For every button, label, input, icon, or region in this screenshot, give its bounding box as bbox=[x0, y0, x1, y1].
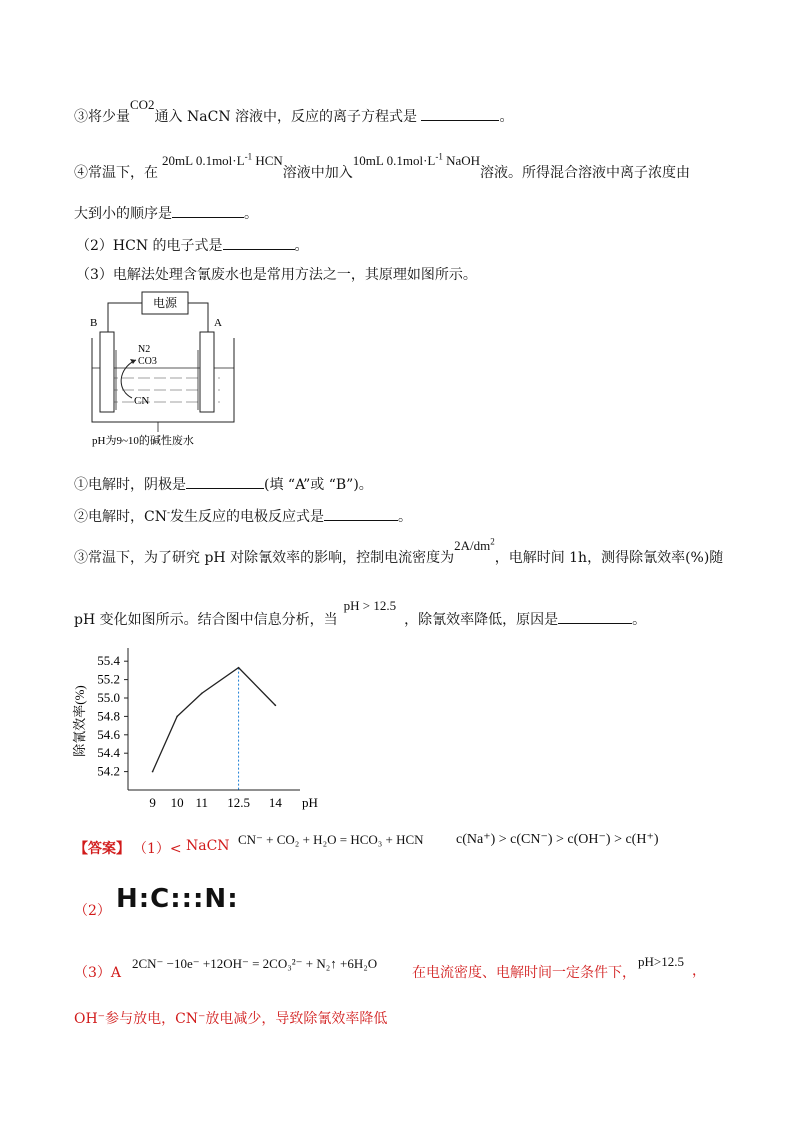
x-tick-label: 12.5 bbox=[227, 795, 250, 810]
gas-label-co3: CO3 bbox=[138, 356, 157, 367]
question-2 bbox=[76, 235, 309, 255]
q3-2-sup: - bbox=[166, 508, 171, 519]
q3-1-hint: (填 “A”或 “B”)。 bbox=[264, 477, 373, 493]
electrode-label-b: B bbox=[90, 317, 98, 329]
unit1: -1 bbox=[244, 151, 253, 162]
q3-3-prefix: ③常温下，为了研究 pH 对除氰效率的影响，控制电流密度为 bbox=[74, 550, 455, 566]
electrode-b bbox=[100, 332, 114, 412]
y-tick-label: 54.2 bbox=[97, 763, 120, 779]
removal-efficiency-chart bbox=[60, 640, 318, 820]
answer-part1: （1）< bbox=[133, 841, 182, 857]
q1-4-end: 。 bbox=[244, 206, 258, 222]
x-tick-label: 9 bbox=[149, 795, 156, 810]
y-tick-label: 54.4 bbox=[97, 745, 120, 761]
diagram-caption: pH为9~10的碱性废水 bbox=[92, 435, 194, 447]
co2-formula: CO2 bbox=[130, 97, 155, 112]
y-tick-label: 54.6 bbox=[97, 726, 120, 742]
question-3-3-line2 bbox=[74, 598, 647, 629]
electrolysis-diagram bbox=[86, 290, 246, 450]
reaction-arrow bbox=[121, 360, 136, 398]
answer-reason-2: OH⁻参与放电，CN⁻放电减少，导致除氰效率降低 bbox=[74, 1011, 388, 1027]
q1-3-prefix: ③将少量 bbox=[74, 109, 130, 125]
answer-label: 【答案】 bbox=[74, 841, 130, 857]
answer-part2: （2） bbox=[74, 903, 111, 919]
q2-end: 。 bbox=[294, 238, 309, 254]
data-point bbox=[152, 771, 154, 773]
power-label: 电源 bbox=[152, 296, 178, 310]
ion-label-cn: CN bbox=[134, 395, 150, 407]
question-1-4-line2 bbox=[74, 203, 258, 223]
answer-equation-1: CN⁻ + CO₂ + H₂O = HCO₃ + HCN bbox=[238, 832, 424, 847]
question-3-1 bbox=[74, 474, 373, 494]
q3-1-text: ①电解时，阴极是 bbox=[74, 477, 186, 493]
naoh-solution bbox=[353, 153, 480, 168]
current-value: 2A/dm bbox=[454, 538, 491, 553]
spec2: NaOH bbox=[442, 153, 481, 168]
q1-3-end: 。 bbox=[499, 109, 514, 125]
q1-4-suffix: 溶液。所得混合溶液中离子浓度由 bbox=[480, 165, 691, 181]
answer-ion-order: c(Na⁺) > c(CN⁻) > c(OH⁻) > c(H⁺) bbox=[456, 832, 659, 847]
electron-formula: H:C:::N: bbox=[116, 884, 239, 914]
q3-2-suffix: 发生反应的电极反应式是 bbox=[170, 509, 325, 525]
vol1: 20mL 0.1mol·L bbox=[162, 153, 245, 168]
q1-4-mid: 溶液中加入 bbox=[282, 165, 353, 181]
answer-equation-3: 2CN⁻ −10e⁻ +12OH⁻ = 2CO₃²⁻ + N₂↑ +6H₂O bbox=[132, 956, 378, 971]
y-tick-label: 55.2 bbox=[97, 671, 120, 687]
x-tick-label: 11 bbox=[195, 795, 208, 810]
q1-3-suffix: 通入 NaCN 溶液中，反应的离子方程式是 bbox=[154, 109, 418, 125]
data-point bbox=[176, 716, 178, 718]
data-point bbox=[238, 667, 240, 669]
y-tick-label: 54.8 bbox=[97, 708, 120, 724]
ph-condition: pH > 12.5 bbox=[343, 598, 397, 613]
wire-right bbox=[188, 303, 208, 332]
answer-reason-comma: ， bbox=[692, 963, 706, 979]
electrode-a bbox=[200, 332, 214, 412]
x-tick-label: 14 bbox=[268, 795, 282, 810]
answer-part1-b: NaCN bbox=[186, 838, 230, 854]
q1-4-prefix: ④常温下，在 bbox=[74, 165, 158, 181]
question-3-2 bbox=[74, 506, 412, 526]
y-tick-label: 55.4 bbox=[97, 653, 120, 669]
current-density bbox=[454, 538, 495, 553]
q3-3-line2-suffix: ，除氰效率降低，原因是 bbox=[404, 612, 559, 628]
answer-blank[interactable] bbox=[421, 120, 499, 121]
answer-reason-1: 在电流密度、电解时间一定条件下， bbox=[412, 965, 636, 981]
answer-blank[interactable] bbox=[223, 249, 295, 250]
q3-2-end: 。 bbox=[398, 509, 413, 525]
y-axis-label: 除氰效率(%) bbox=[72, 685, 87, 757]
electrode-label-a: A bbox=[214, 317, 222, 329]
answer-blank[interactable] bbox=[172, 217, 244, 218]
q3-3-end: 。 bbox=[632, 612, 647, 628]
question-3-intro: （3）电解法处理含氰废水也是常用方法之一，其原理如图所示。 bbox=[76, 267, 477, 283]
answer-blank[interactable] bbox=[186, 488, 264, 489]
answer-reason-cond: pH>12.5 bbox=[638, 954, 684, 969]
gas-label-n2: N2 bbox=[138, 344, 151, 355]
x-tick-label: 10 bbox=[170, 795, 184, 810]
unit2: -1 bbox=[435, 151, 443, 162]
spec1: HCN bbox=[252, 153, 283, 168]
q2-text: （2）HCN 的电子式是 bbox=[76, 238, 223, 254]
q3-3-line2-prefix: pH 变化如图所示。结合图中信息分析，当 bbox=[74, 612, 338, 628]
vol2: 10mL 0.1mol·L bbox=[352, 153, 436, 168]
answer-blank[interactable] bbox=[324, 520, 398, 521]
answer-blank[interactable] bbox=[558, 623, 632, 624]
wire-left bbox=[108, 303, 142, 332]
x-axis-label: pH bbox=[302, 795, 318, 810]
data-point bbox=[201, 693, 203, 695]
answer-part3: （3）A bbox=[74, 965, 122, 981]
question-1-3 bbox=[74, 97, 514, 126]
q3-3-suffix: ，电解时间 1h，测得除氰效率(%)随 bbox=[494, 550, 724, 566]
question-3-3 bbox=[74, 536, 724, 567]
hcn-solution bbox=[162, 153, 283, 168]
q3-2-prefix: ②电解时，CN bbox=[74, 509, 167, 525]
q1-4-line2: 大到小的顺序是 bbox=[74, 206, 172, 222]
current-sup: 2 bbox=[490, 536, 495, 547]
y-tick-label: 55.0 bbox=[97, 690, 120, 705]
efficiency-line bbox=[153, 668, 276, 772]
data-point bbox=[275, 705, 277, 707]
